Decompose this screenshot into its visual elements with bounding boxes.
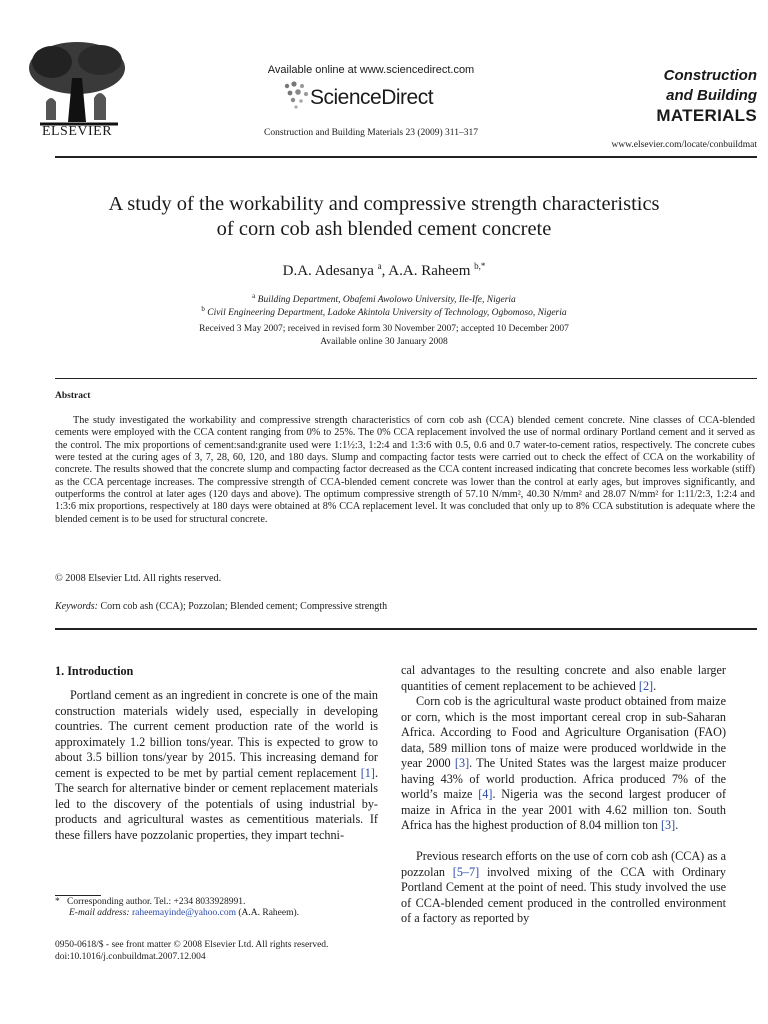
corresponding-author-note [55,896,378,908]
issn-line: 0950-0618/$ - see front matter © 2008 Elsevier Ltd. All rights reserved. [55,940,329,950]
journal-title-logo [612,66,757,126]
author-name: D.A. Adesanya [282,263,374,279]
available-online-date: Available online 30 January 2008 [320,337,448,347]
citation-link[interactable]: [5–7] [452,864,480,879]
article-history [40,323,728,349]
paragraph-text: Portland cement as an ingredient in concrete is one of the main construction materials widely used, especially in developing countries. The current cement production rate of the world is approximately 1.2 billion tons/year. This is expected to grow to about 3.5 billion tons/year by 2015. This increasing demand for cement is expected to be met by partial cement replacement [55,688,378,780]
citation-link[interactable]: [4] [478,787,493,801]
paragraph-text: . The United States was the largest maize producer having 43% of world production. Africa produced 7% of the world’s maize [401,756,726,801]
citation-link[interactable]: [1] [360,765,375,780]
affiliation-a [40,292,728,305]
paragraph-text: . The search for alternative binder or cement replacement materials led to the discovery of the potentials of using industrial by-products and agricultural wastes as cementitious materials. If these fillers have pozzolanic properties, they impart techni- [55,765,378,842]
journal-url-link[interactable]: www.elsevier.com/locate/conbuildmat [611,140,757,150]
affiliation-text: Civil Engineering Department, Ladoke Akintola University of Technology, Ogbomoso, Nigeria [207,308,567,319]
paragraph-text: involved mixing of the CCA with Ordinary Portland Cement at the point of need. This study involved the use of CCA-blended cement produced in the controlled environment of a factory as reported by [401,864,726,925]
paragraph-text: cal advantages to the resulting concrete and also enable larger quantities of cement replacement to be achieved [401,663,726,693]
paragraph-text: . [653,678,657,693]
paragraph-text: Previous research efforts on the use of corn cob ash (CCA) as a pozzolan [401,849,726,879]
paragraph [401,849,726,927]
abstract-copyright: © 2008 Elsevier Ltd. All rights reserved. [55,573,222,584]
article-title [40,192,728,242]
paragraph-text: Corn cob is the agricultural waste product obtained from maize or corn, which is the most important cereal crop in sub-Saharan Africa. According to Food and Agriculture Organisation (FAO) data, 589 million tons of maize were produced worldwide in the year 2000 [401,694,726,770]
sciencedirect-logo-text: ScienceDirect [310,86,434,109]
email-link[interactable]: raheemayinde@yahoo.com [131,908,236,918]
article-title-line2: of corn cob ash blended cement concrete [216,218,552,240]
affiliation-b [40,305,728,318]
footnote-mark: * [55,897,60,907]
section-heading: 1. Introduction [55,664,134,678]
citation-link[interactable]: [3] [454,756,470,770]
email-label: E-mail address: [69,908,130,918]
received-dates: Received 3 May 2007; received in revised form 30 November 2007; accepted 10 December 2007 [199,324,569,334]
affiliation-text: Building Department, Obafemi Awolowo University, Ile-Ife, Nigeria [257,295,516,306]
article-title-line1: A study of the workability and compressive strength characteristics [108,193,660,215]
journal-citation: Construction and Building Materials 23 (2009) 311–317 [264,128,478,138]
keywords [55,601,387,612]
affiliation-mark: a [252,292,256,300]
journal-title-line1: Construction [663,67,757,84]
author-name: A.A. Raheem [388,263,471,279]
journal-title-line3: MATERIALS [656,106,757,125]
email-owner: (A.A. Raheem). [238,908,300,918]
author-list: D.A. Adesanya $^a$, A.A. Raheem $^{b,*}$ [282,261,486,279]
affiliation-mark: b,* [474,261,486,271]
abstract-text: The study investigated the workability and compressive strength characteristics of corn cob ash (CCA) blended cement concrete. Nine classes of CCA-blended cements were employed with the CCA content ranging from 0% to 25%. The 0% CCA replacement involved the use of normal ordinary Portland cement and it served as the control. The mix proportions of cement:sand:granite used were 1:1½:3, 1:2:4 and 1:3:6 with 0.5, 0.6 and 0.7 water-to-cement ratios, respectively. The concrete cubes were tested at the curing ages of 3, 7, 28, 60, 120, and 180 days. Slump and compacting factor tests were carried out to check the effect of CCA on the workability of concrete. The results showed that the concrete slump and compacting factor decreased as the CCA content increased indicating that concrete becomes less workable (stiff) as the CCA percentage increases. The compressive strength of CCA-blended cement concrete was lower than the control at early ages, but improves significantly, and outperforms the control at later ages (120 days and above). The optimum compressive strength of 57.10 N/mm², 40.30 N/mm² and 28.07 N/mm² for 1:11/2:3, 1:2:4 and 1:3:6 mix proportions, respectively at 180 days were obtained at 8% CCA replacement level. It was concluded that only up to 8% CCA substitution is adequate where the blended cement is to be used for structural concrete. [55,415,755,525]
citation-link[interactable]: [2] [638,678,654,693]
paragraph [401,694,726,834]
elsevier-tree-logo [22,38,132,138]
body-divider [55,628,757,630]
abstract-heading: Abstract [55,391,91,401]
abstract-divider [55,378,757,379]
paragraph [55,688,378,843]
email-note [69,908,299,918]
affiliation-mark: b [201,305,205,313]
citation-link[interactable]: [3] [660,818,676,832]
corresponding-author-text: Corresponding author. Tel.: +234 8033928991. [67,897,246,907]
keywords-label: Keywords: [55,601,98,612]
available-online-text: Available online at www.sciencedirect.com [267,64,475,76]
paragraph [401,663,726,694]
paragraph-text: . [675,818,679,832]
journal-title-line2: and Building [666,87,757,104]
publisher-name: ELSEVIER [41,124,113,139]
doi-line: doi:10.1016/j.conbuildmat.2007.12.004 [55,952,206,962]
keywords-list: Corn cob ash (CCA); Pozzolan; Blended cement; Compressive strength [100,601,388,612]
header-divider [55,156,757,158]
affiliation-mark: a [377,261,382,271]
paragraph-text: . Nigeria was the second largest producer of maize in Africa in the year 2001 with 4.62 million ton. South Africa has the highest production of 8.04 million ton [401,787,727,832]
